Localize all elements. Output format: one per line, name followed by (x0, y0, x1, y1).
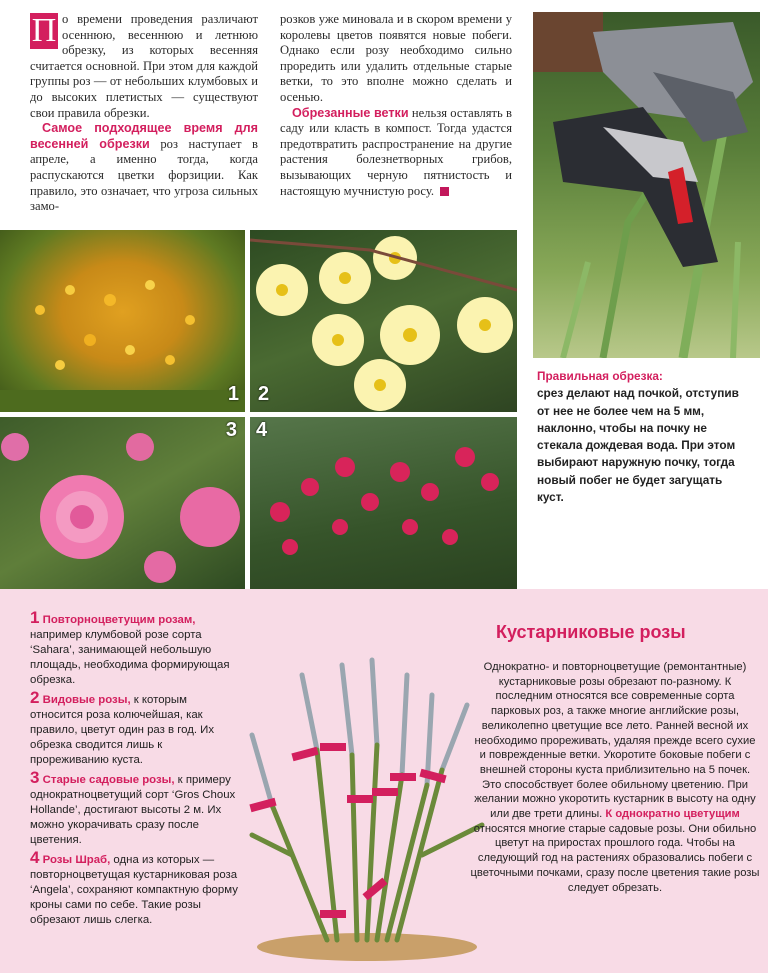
photo-number-2: 2 (258, 383, 270, 405)
pruning-caption (537, 368, 752, 506)
rose-types-list (30, 610, 240, 930)
wild-rose-flowers (250, 230, 517, 412)
pruning-illustration (533, 12, 760, 358)
shrub-rose-bush (250, 417, 517, 589)
column-1-highlight: Самое подходящее время для весенней обрезки (30, 121, 258, 151)
old-garden-roses (0, 417, 245, 589)
end-mark (440, 187, 449, 196)
column-1-intro: о времени проведения различают осеннюю, весеннюю и летнюю обрезку, из которых весенняя считается основной. При этом для каждой группы роз — от небольших клумбовых и до высоких плетистых — существуют свои правила обрезки. (30, 12, 258, 120)
bush-roses-highlight: К однократно цветущим (605, 808, 740, 821)
photo-2 (250, 230, 517, 412)
column-1 (30, 12, 258, 215)
bush-roses-body-1: Однократно- и повторноцветущие (ремонтантные) кустарниковые розы обрезают по-разному. К последним относятся все современные сорта парковых роз, а также многие английские розы, великолепно цветущие все лето. Ранней весной их необходимо прореживать, удаляя прежде всего сухие и поврежденные ветки. Укоротите боковые побеги с внешней стороны куста приблизительно на 5 почек. Это способствует более обильному цветению. При желании можно укоротить кустарник в высоту на одну или две трети длины. (474, 661, 756, 821)
drop-cap: П (31, 12, 57, 49)
rose-type-item: 1 Повторноцветущим розам, например клумбовой розе сорта ‘Sahara’, занимающей небольшую площадь, необходима формирующая обрезка. (30, 608, 230, 686)
column-2-body: нельзя оставлять в саду или класть в компост. Тогда удастся предотвратить распространение на другие растения болезнетворных грибов, вызывающих черную пятнистость и настоящую мучнистую росу. (280, 105, 513, 198)
bush-pruning-diagram (232, 655, 502, 965)
column-2-highlight: Обрезанные ветки (292, 105, 409, 120)
yellow-rose-bush (0, 230, 245, 412)
photo-number-3: 3 (225, 419, 237, 441)
pruning-caption-title: Правильная обрезка: (537, 369, 663, 383)
rose-type-item: 3 Старые садовые розы, к примеру однократноцветущий сорт ‘Gros Choux Hollande’, достигают высоты 2 м. Их можно укорачивать сразу после цветения. (30, 768, 236, 846)
photo-number-1: 1 (227, 383, 239, 405)
photo-3 (0, 417, 245, 589)
rose-type-item: 4 Розы Шраб, одна из которых — повторноцветущая кустарниковая роза ‘Angela’, сохраняют компактную форму кроны сами по себе. Такие розы обрезают лишь слегка. (30, 848, 238, 926)
photo-number-4: 4 (256, 419, 268, 441)
rose-type-item: 2 Видовые розы, к которым относится роза колючейшая, как правило, цветут один раз в год. Их обрезка сводится лишь к прореживанию куста. (30, 688, 215, 766)
pruning-photo (533, 12, 760, 358)
photo-4 (250, 417, 517, 589)
column-1-body: роз наступает в апреле, а именно тогда, когда распускаются цветки форзиции. Как правило, это означает, что угроза сильных замо- (30, 136, 258, 214)
bush-roses-title: Кустарниковые розы (496, 622, 686, 642)
bush-roses-body-2: относятся многие старые садовые розы. Они обильно цветут на приростах прошлого года. Чтобы на следующий год на растениях образовались побеги с цветочными почками, сразу после цветения такие розы следует обрезать. (470, 822, 760, 894)
column-2-intro: розков уже миновала и в скором времени у королевы цветов появятся новые побеги. Однако если розу необходимо сильно проредить или удалить отдельные старые ветки, то это вполне можно сделать и осенью. (280, 12, 512, 104)
bush-roses-text (470, 660, 760, 895)
photo-1 (0, 230, 245, 412)
column-2 (280, 12, 512, 199)
pruning-caption-text: срез делают над почкой, отступив от нее не более чем на 5 мм, наклонно, чтобы на почку не стекала дождевая вода. При этом выбирают наружную почку, тогда новый побег не будет загущать куст. (537, 386, 739, 505)
